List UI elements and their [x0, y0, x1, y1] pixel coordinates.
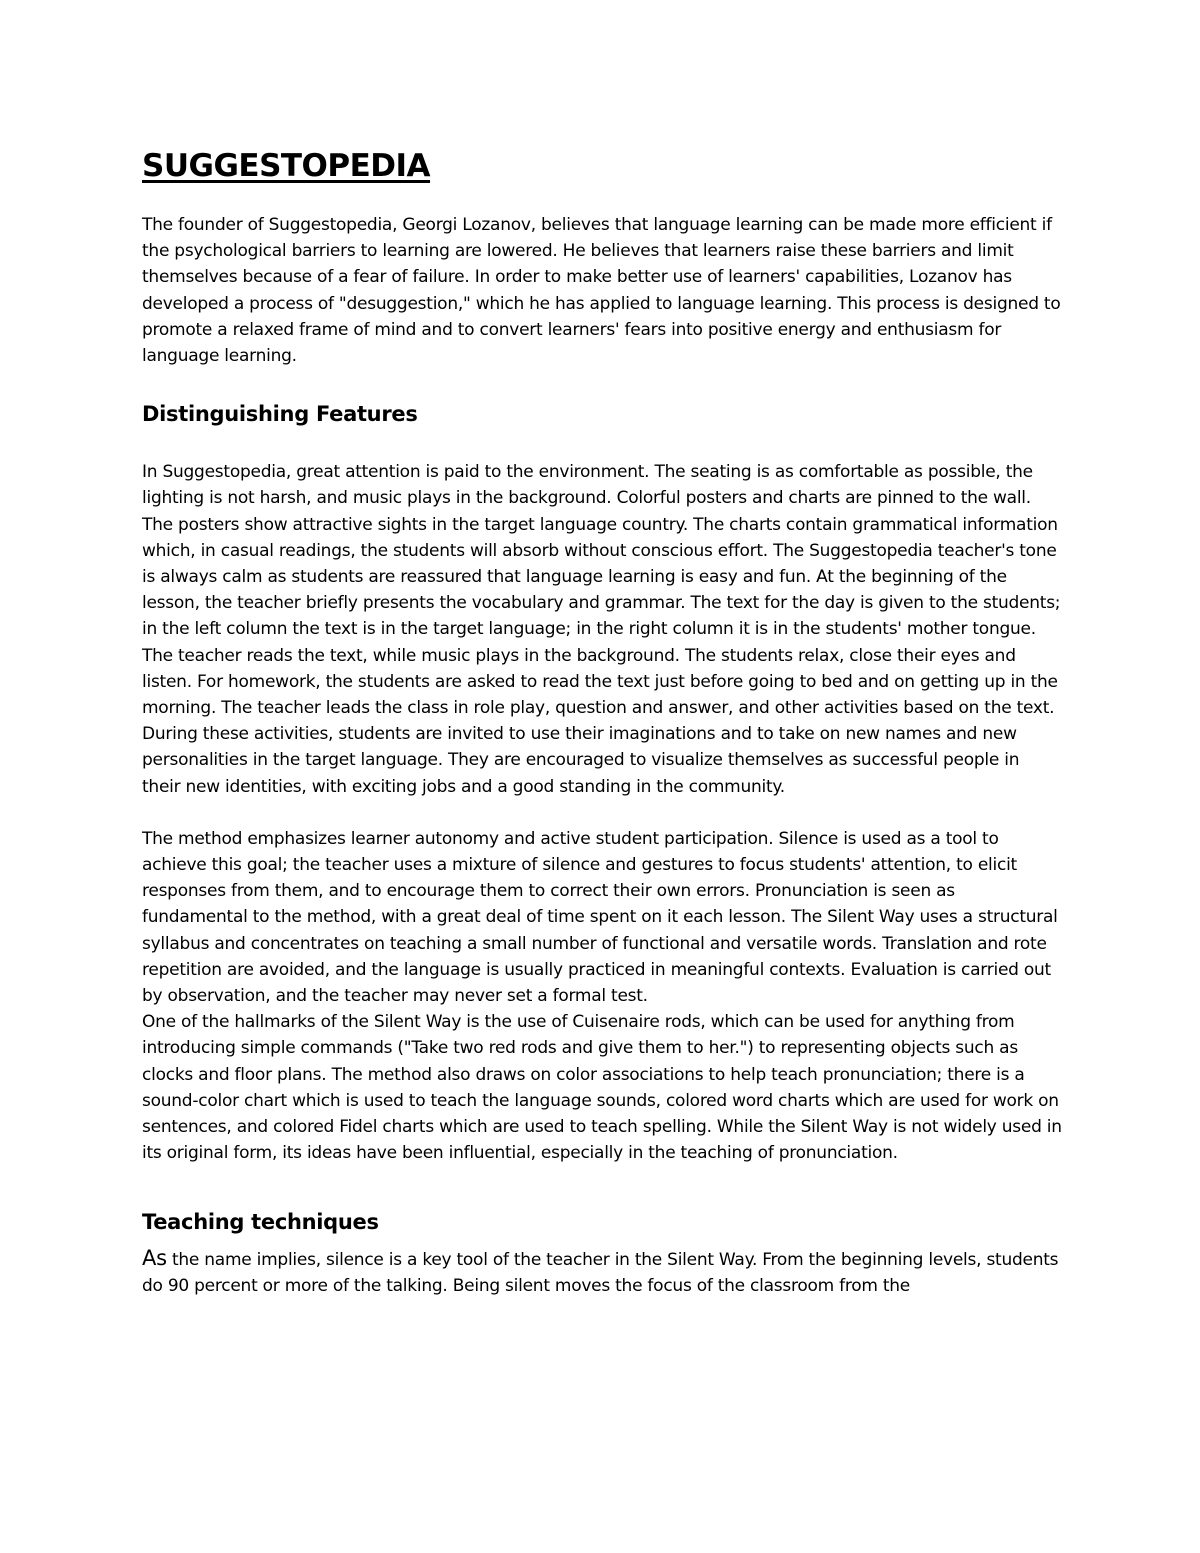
- intro-paragraph: The founder of Suggestopedia, Georgi Lozanov, believes that language learning can be made more efficient if the psychological barriers to learning are lowered. He believes that learners raise these barriers and limit themselves because of a fear of failure. In order to make better use of learners' capabilities, Lozanov has developed a process of "desuggestion," which he has applied to language learning. This process is designed to promote a relaxed frame of mind and to convert learners' fears into positive energy and enthusiasm for language learning.: [142, 215, 1061, 367]
- techniques-paragraph-text: the name implies, silence is a key tool of the teacher in the Silent Way. From the beginning levels, students do 90 percent or more of the talking. Being silent moves the focus of the classroom from the: [142, 1249, 1059, 1296]
- techniques-lead-word: As: [142, 1245, 167, 1270]
- teaching-techniques-heading: Teaching techniques: [142, 1209, 379, 1234]
- features-paragraph-2: The method emphasizes learner autonomy and active student participation. Silence is used as a tool to achieve this goal; the teacher uses a mixture of silence and gestures to focus students' attention, to elicit responses from them, and to encourage them to correct their own errors. Pronunciation is seen as fundamental to the method, with a great deal of time spent on it each lesson. The Silent Way uses a structural syllabus and concentrates on teaching a small number of functional and versatile words. Translation and rote repetition are avoided, and the language is usually practiced in meaningful contexts. Evaluation is carried out by observation, and the teacher may never set a formal test.: [142, 828, 1058, 1007]
- document-page: [142, 140, 1062, 1299]
- features-paragraph-1: In Suggestopedia, great attention is paid to the environment. The seating is as comfortable as possible, the lighting is not harsh, and music plays in the background. Colorful posters and charts are pinned to the wall. The posters show attractive sights in the target language country. The charts contain grammatical information which, in casual readings, the students will absorb without conscious effort. The Suggestopedia teacher's tone is always calm as students are reassured that language learning is easy and fun. At the beginning of the lesson, the teacher briefly presents the vocabulary and grammar. The text for the day is given to the students; in the left column the text is in the target language; in the right column it is in the students' mother tongue. The teacher reads the text, while music plays in the background. The students relax, close their eyes and listen. For homework, the students are asked to read the text just before going to bed and on getting up in the morning. The teacher leads the class in role play, question and answer, and other activities based on the text. During these activities, students are invited to use their imaginations and to take on new names and new personalities in the target language. They are encouraged to visualize themselves as successful people in their new identities, with exciting jobs and a good standing in the community.: [142, 462, 1061, 797]
- paragraph-spacer: [142, 800, 1062, 826]
- features-paragraph-3: One of the hallmarks of the Silent Way is the use of Cuisenaire rods, which can be used for anything from introducing simple commands ("Take two red rods and give them to her.") to representing objects such as clocks and floor plans. The method also draws on color associations to help teach pronunciation; there is a sound-color chart which is used to teach the language sounds, colored word charts which are used for work on sentences, and colored Fidel charts which are used to teach spelling. While the Silent Way is not widely used in its original form, its ideas have been influential, especially in the teaching of pronunciation.: [142, 1012, 1062, 1164]
- document-title: SUGGESTOPEDIA: [142, 148, 431, 184]
- techniques-paragraph-1: [142, 1245, 1062, 1299]
- distinguishing-features-heading: Distinguishing Features: [142, 402, 418, 427]
